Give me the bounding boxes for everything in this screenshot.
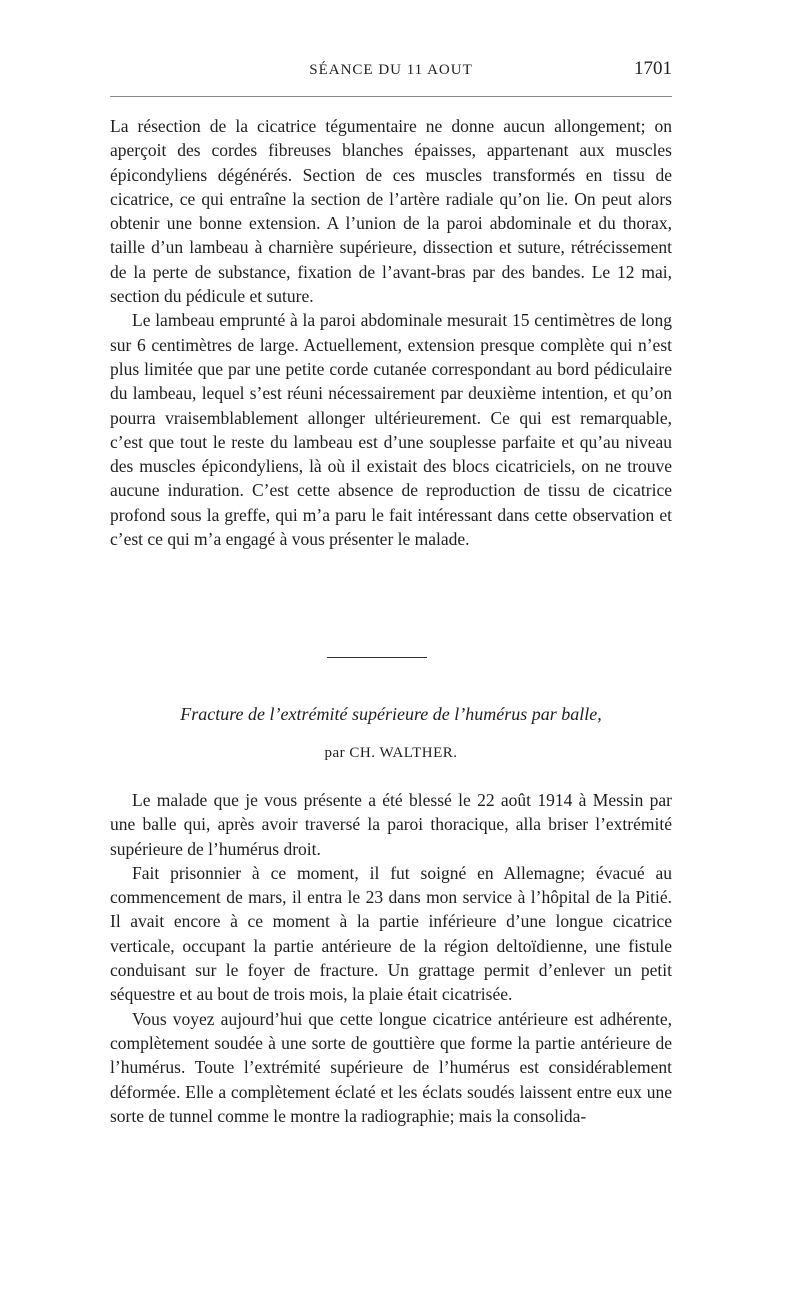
paragraph: Fait prisonnier à ce moment, il fut soigné en Allemagne; évacué au commencement de mars, il entra le 23 dans mon service à l’hôpital de la Pitié. Il avait encore à ce moment à la partie inférieure d’une longue cicatrice verticale, occupant la partie antérieure de la région deltoïdienne, une fistule conduisant sur le foyer de fracture. Un grattage permit d’enlever un petit séquestre et au bout de trois mois, la plaie était cicatrisée.	[110, 862, 672, 1005]
paragraph: Le malade que je vous présente a été blessé le 22 août 1914 à Messin par une balle qui, après avoir traversé la paroi thoracique, alla briser l’extrémité supérieure de l’humérus droit.	[110, 790, 672, 859]
article-body	[110, 788, 672, 1128]
paragraph: La résection de la cicatrice tégumentaire ne donne aucun allongement; on aperçoit des cordes fibreuses blanches épaisses, appartenant aux muscles épicondyliens dégénérés. Section de ces muscles transformés en tissu de cicatrice, ce qui entraîne la section de l’artère radiale qu’on lie. On peut alors obtenir une bonne extension. A l’union de la paroi abdominale et du thorax, taille d’un lambeau à charnière supérieure, dissection et suture, rétrécissement de la perte de substance, fixation de l’avant-bras par des bandes. Le 12 mai, section du pédicule et suture.	[110, 116, 672, 307]
article-title: Fracture de l’extrémité supérieure de l’humérus par balle,	[180, 704, 602, 724]
page-number: 1701	[634, 58, 672, 79]
paragraph: Vous voyez aujourd’hui que cette longue cicatrice antérieure est adhérente, complètement soudée à une sorte de gouttière que forme la partie antérieure de l’humérus. Toute l’extrémité supérieure de l’humérus est considérablement déformée. Elle a complètement éclaté et les éclats soudés laissent entre eux une sorte de tunnel comme le montre la radiographie; mais la consolida-	[110, 1008, 672, 1126]
running-head	[110, 58, 672, 82]
article-author: par CH. WALTHER.	[324, 745, 458, 761]
paragraph: Le lambeau emprunté à la paroi abdominale mesurait 15 centimètres de long sur 6 centimètres de large. Actuellement, extension presque complète qui n’est plus limitée que par une petite corde cutanée correspondant au bord pédiculaire du lambeau, lequel s’est réuni nécessairement par deuxième intention, et qu’on pourra vraisemblablement allonger ultérieurement. Ce qui est remarquable, c’est que tout le reste du lambeau est d’une souplesse parfaite et qu’au niveau des muscles épicondyliens, là où il existait des blocs cicatriciels, on ne trouve aucune induration. C’est cette absence de reproduction de tissu de cicatrice profond sous la greffe, qui m’a paru le fait intéressant dans cette observation et c’est ce qui m’a engagé à vous présenter le malade.	[110, 310, 672, 550]
running-title: SÉANCE DU 11 AOUT	[309, 62, 473, 78]
header-rule	[110, 96, 672, 97]
section-separator	[327, 657, 427, 658]
section-continuation	[110, 114, 672, 551]
